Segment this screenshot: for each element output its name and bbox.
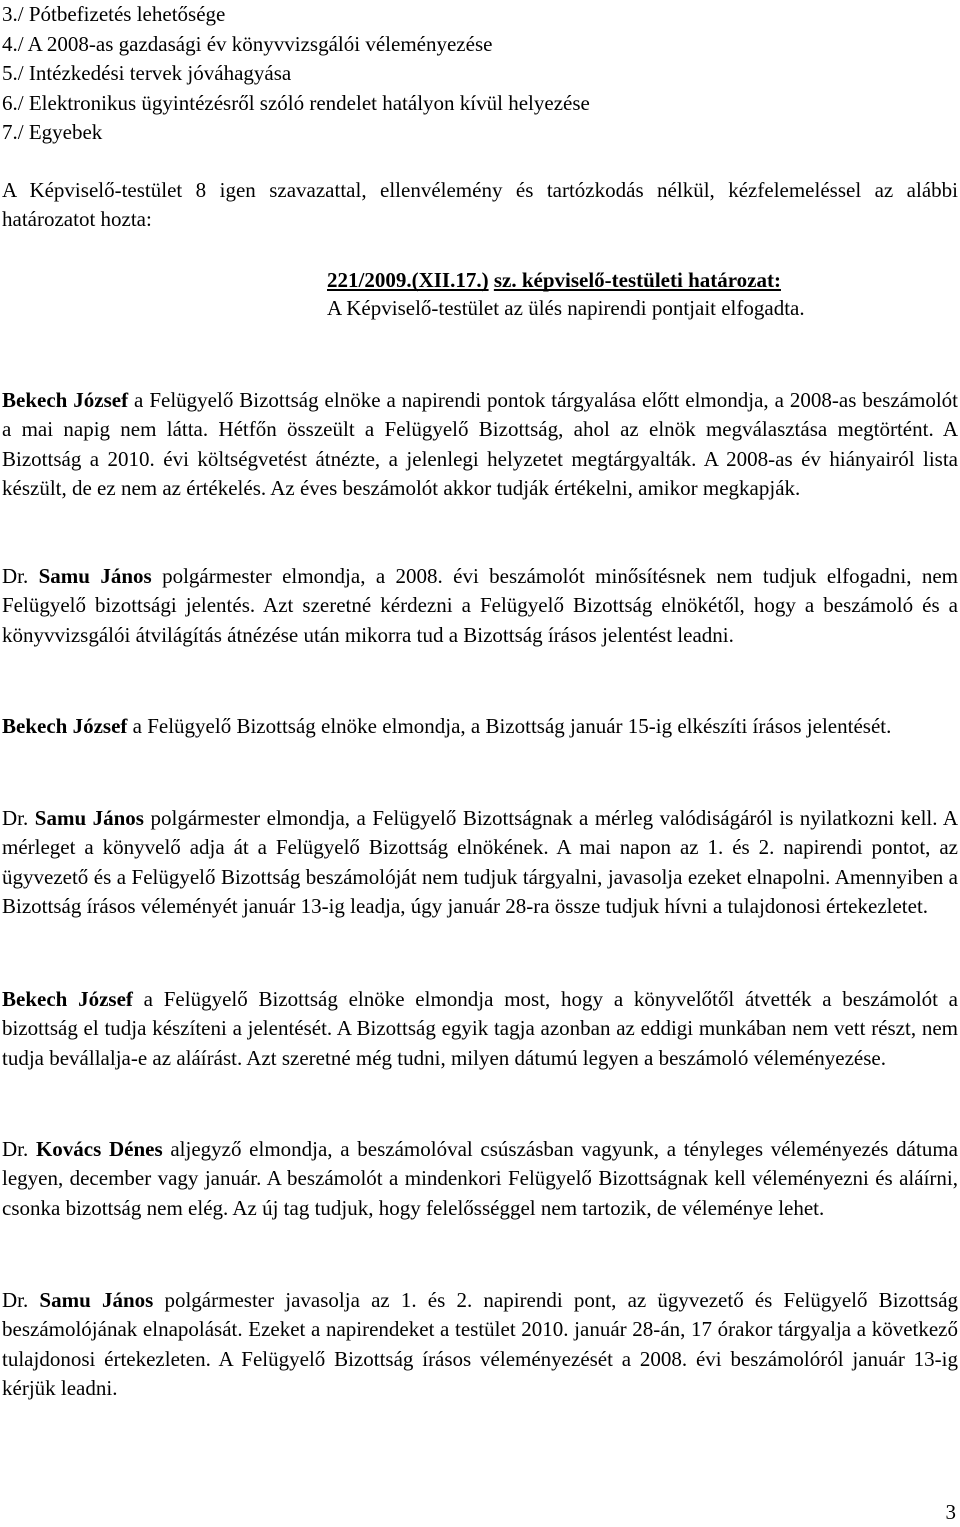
agenda-item: 6./ Elektronikus ügyintézésről szóló rendelet hatályon kívül helyezése bbox=[2, 90, 590, 115]
resolution-kind: sz. képviselő-testületi határozat: bbox=[493, 268, 781, 292]
speech-paragraph bbox=[2, 1135, 958, 1223]
speech-text: a Felügyelő Bizottság elnöke elmondja most, hogy a könyvelőtől átvették a beszámolót a bizottság el tudja készíteni a jelentését. A Bizottság egyik tagja azonban az eddigi munkában nem vett részt, nem tudja bevállalja-e az aláírást. Azt szeretné még tudni, milyen dátumú legyen a beszámoló véleményezése. bbox=[2, 987, 958, 1070]
speaker-title: Dr. bbox=[2, 1137, 36, 1161]
agenda-item: 5./ Intézkedési tervek jóváhagyása bbox=[2, 61, 292, 85]
speaker-name: Samu János bbox=[34, 806, 144, 830]
resolution-title bbox=[327, 266, 805, 294]
speech-paragraph bbox=[2, 985, 958, 1073]
resolution-text: A Képviselő-testület az ülés napirendi pontjait elfogadta. bbox=[327, 296, 805, 320]
resolution-number: 221/2009.(XII.17.) bbox=[327, 268, 489, 292]
speech-paragraph bbox=[2, 712, 958, 741]
speech-paragraph bbox=[2, 386, 958, 504]
speech-paragraph bbox=[2, 562, 958, 650]
resolution-block bbox=[327, 266, 805, 322]
speech-text: a Felügyelő Bizottság elnöke a napirendi pontok tárgyalása előtt elmondja, a 2008-as beszámolót a mai napig nem látta. Hétfőn összeült a Felügyelő Bizottság, ahol az elnök megválasztása megtörtént. A Bizottság a 2010. évi költségvetést átnézte, a jelenlegi helyzetet megtárgyalták. A 2008-as év hiányairól lista készült, de ez nem az értékelés. Az éves beszámolót akkor tudják értékelni, amikor megkapják. bbox=[2, 388, 958, 501]
speech-text: polgármester elmondja, a Felügyelő Bizottságnak a mérleg valódiságáról is nyilatkozni kell. A mérleget a könyvelő adja át a Felügyelő Bizottság elnökének. A mai napon az 1. és 2. napirendi pontot, az ügyvezető és a Felügyelő Bizottság beszámolóját nem tudjuk tárgyalni, javasolja ezeket elnapolni. Amennyiben a Bizottság írásos véleményét január 13-ig leadja, úgy január 28-ra össze tudjuk hívni a tulajdonosi értekezletet. bbox=[2, 806, 959, 919]
speaker-title: Dr. bbox=[2, 806, 35, 830]
speaker-title: Dr. bbox=[2, 1288, 40, 1312]
speaker-name: Bekech József bbox=[2, 388, 129, 412]
speech-paragraph bbox=[2, 1286, 958, 1404]
agenda-item: 7./ Egyebek bbox=[2, 120, 103, 144]
vote-statement: A Képviselő-testület 8 igen szavazattal, ellenvélemény és tartózkodás nélkül, kézfelemeléssel az alábbi határozatot hozta: bbox=[2, 178, 958, 232]
speaker-name: Bekech József bbox=[2, 987, 133, 1011]
speech-text: a Felügyelő Bizottság elnöke elmondja, a Bizottság január 15-ig elkészíti írásos jelentését. bbox=[127, 714, 892, 738]
speaker-name: Samu János bbox=[39, 1288, 154, 1312]
agenda-list bbox=[2, 0, 590, 148]
agenda-item: 4./ A 2008-as gazdasági év könyvvizsgálói véleményezése bbox=[2, 31, 493, 56]
speech-text: aljegyző elmondja, a beszámolóval csúszásban vagyunk, a tényleges véleményezés dátuma legyen, december vagy január. A beszámolót a mindenkori Felügyelő Bizottságnak kell véleményezni és aláírni, csonka bizottság nem elég. Az új tag tudjuk, hogy felelősséggel nem tartozik, de véleménye lehet. bbox=[2, 1137, 958, 1220]
speech-paragraph bbox=[2, 804, 958, 922]
speech-text: polgármester javasolja az 1. és 2. napirendi pont, az ügyvezető és Felügyelő Bizottság beszámolójának elnapolását. Ezeket a napirendeket a testület 2010. január 28-án, 17 órakor tárgyalja a következő tulajdonosi értekezleten. A Felügyelő Bizottság írásos véleményezését a 2008. évi beszámolóról január 13-ig kérjük leadni. bbox=[2, 1288, 959, 1401]
speech-text: polgármester elmondja, a 2008. évi beszámolót minősítésnek nem tudjuk elfogadni, nem Felügyelő bizottsági jelentés. Azt szeretné kérdezni a Felügyelő Bizottság elnökétől, hogy a beszámoló és a könyvvizsgálói átvilágítás átnézése után mikorra tud a Bizottság írásos jelentést leadni. bbox=[2, 564, 959, 647]
speaker-title: Dr. bbox=[2, 564, 39, 588]
agenda-item: 3./ Pótbefizetés lehetősége bbox=[2, 2, 226, 26]
page-number: 3 bbox=[945, 1500, 956, 1524]
speaker-name: Kovács Dénes bbox=[35, 1137, 163, 1161]
speaker-name: Samu János bbox=[38, 564, 152, 588]
speaker-name: Bekech József bbox=[2, 714, 128, 738]
